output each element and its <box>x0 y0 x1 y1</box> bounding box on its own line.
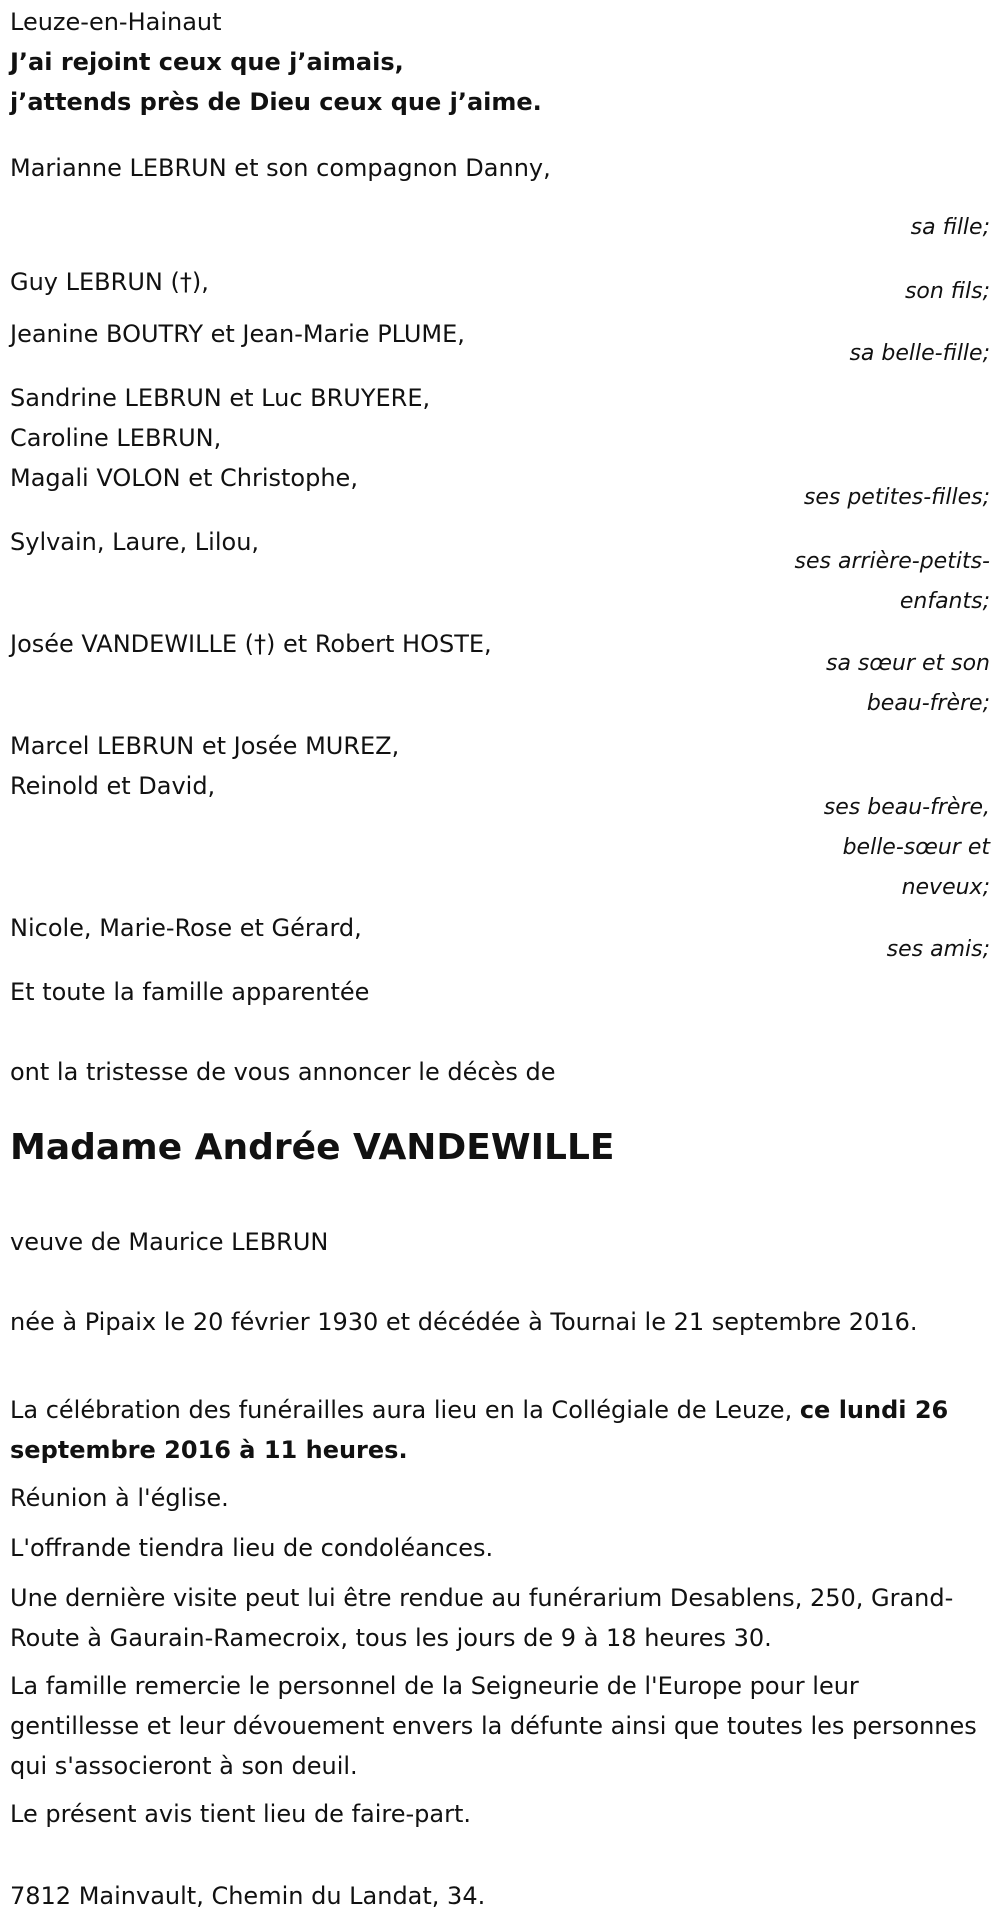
relation-text: ses amis; <box>886 937 990 962</box>
family-relation <box>690 208 990 248</box>
offering: L'offrande tiendra lieu de condoléances. <box>10 1534 494 1562</box>
relation-text: ses arrière-petits- <box>794 549 990 574</box>
family-names: Caroline LEBRUN, <box>10 424 222 452</box>
widow-of: veuve de Maurice LEBRUN <box>10 1228 329 1256</box>
family-relation <box>690 788 990 908</box>
funeral-info <box>10 1390 985 1470</box>
announcement: ont la tristesse de vous annoncer le décès de <box>10 1058 556 1086</box>
family-names: Josée VANDEWILLE (†) et Robert HOSTE, <box>10 630 492 658</box>
family-names: Sandrine LEBRUN et Luc BRUYERE, <box>10 384 431 412</box>
family-names: Jeanine BOUTRY et Jean-Marie PLUME, <box>10 320 465 348</box>
family-relation <box>690 334 990 374</box>
address: 7812 Mainvault, Chemin du Landat, 34. <box>10 1882 486 1910</box>
family-relation <box>690 930 990 970</box>
relation-text: beau-frère; <box>866 691 990 716</box>
family-names: Sylvain, Laure, Lilou, <box>10 528 260 556</box>
family-names: Guy LEBRUN (†), <box>10 268 209 296</box>
funeral-text: La célébration des funérailles aura lieu en la Collégiale de Leuze, <box>10 1396 800 1424</box>
family-names: Magali VOLON et Christophe, <box>10 464 358 492</box>
notice: Le présent avis tient lieu de faire-part. <box>10 1800 472 1828</box>
epitaph-line-2: j’attends près de Dieu ceux que j’aime. <box>10 88 542 116</box>
relation-text: ses petites-filles; <box>803 485 990 510</box>
family-names: Marcel LEBRUN et Josée MUREZ, <box>10 732 400 760</box>
family-closing: Et toute la famille apparentée <box>10 978 370 1006</box>
visit: Une dernière visite peut lui être rendue au funérarium Desablens, 250, Grand-Route à Gaurain-Ramecroix, tous les jours de 9 à 18 heures 30. <box>10 1584 954 1652</box>
family-relation <box>690 478 990 518</box>
place: Leuze-en-Hainaut <box>10 8 222 36</box>
relation-text: ses beau-frère, <box>823 795 990 820</box>
family-relation <box>690 542 990 622</box>
deceased-name: Madame Andrée VANDEWILLE <box>10 1127 615 1168</box>
family-relation <box>690 644 990 724</box>
family-names: Reinold et David, <box>10 772 216 800</box>
relation-text: enfants; <box>899 589 990 614</box>
birth-death: née à Pipaix le 20 février 1930 et décédée à Tournai le 21 septembre 2016. <box>10 1308 918 1336</box>
relation-text: neveux; <box>901 875 990 900</box>
family-relation <box>690 272 990 312</box>
funeral-date: ce lundi 26 septembre 2016 à 11 heures. <box>10 1396 949 1464</box>
relation-text: son fils; <box>904 279 990 304</box>
relation-text: sa belle-fille; <box>849 341 990 366</box>
family-names: Nicole, Marie-Rose et Gérard, <box>10 914 362 942</box>
epitaph-line-1: J’ai rejoint ceux que j’aimais, <box>10 48 404 76</box>
relation-text: sa fille; <box>910 215 990 240</box>
relation-text: sa sœur et son <box>825 651 990 676</box>
family-names: Marianne LEBRUN et son compagnon Danny, <box>10 154 551 182</box>
meeting: Réunion à l'église. <box>10 1484 229 1512</box>
thanks: La famille remercie le personnel de la Seigneurie de l'Europe pour leur gentillesse et leur dévouement envers la défunte ainsi que toutes les personnes qui s'associeront à son deuil. <box>10 1672 977 1780</box>
relation-text: belle-sœur et <box>842 835 990 860</box>
